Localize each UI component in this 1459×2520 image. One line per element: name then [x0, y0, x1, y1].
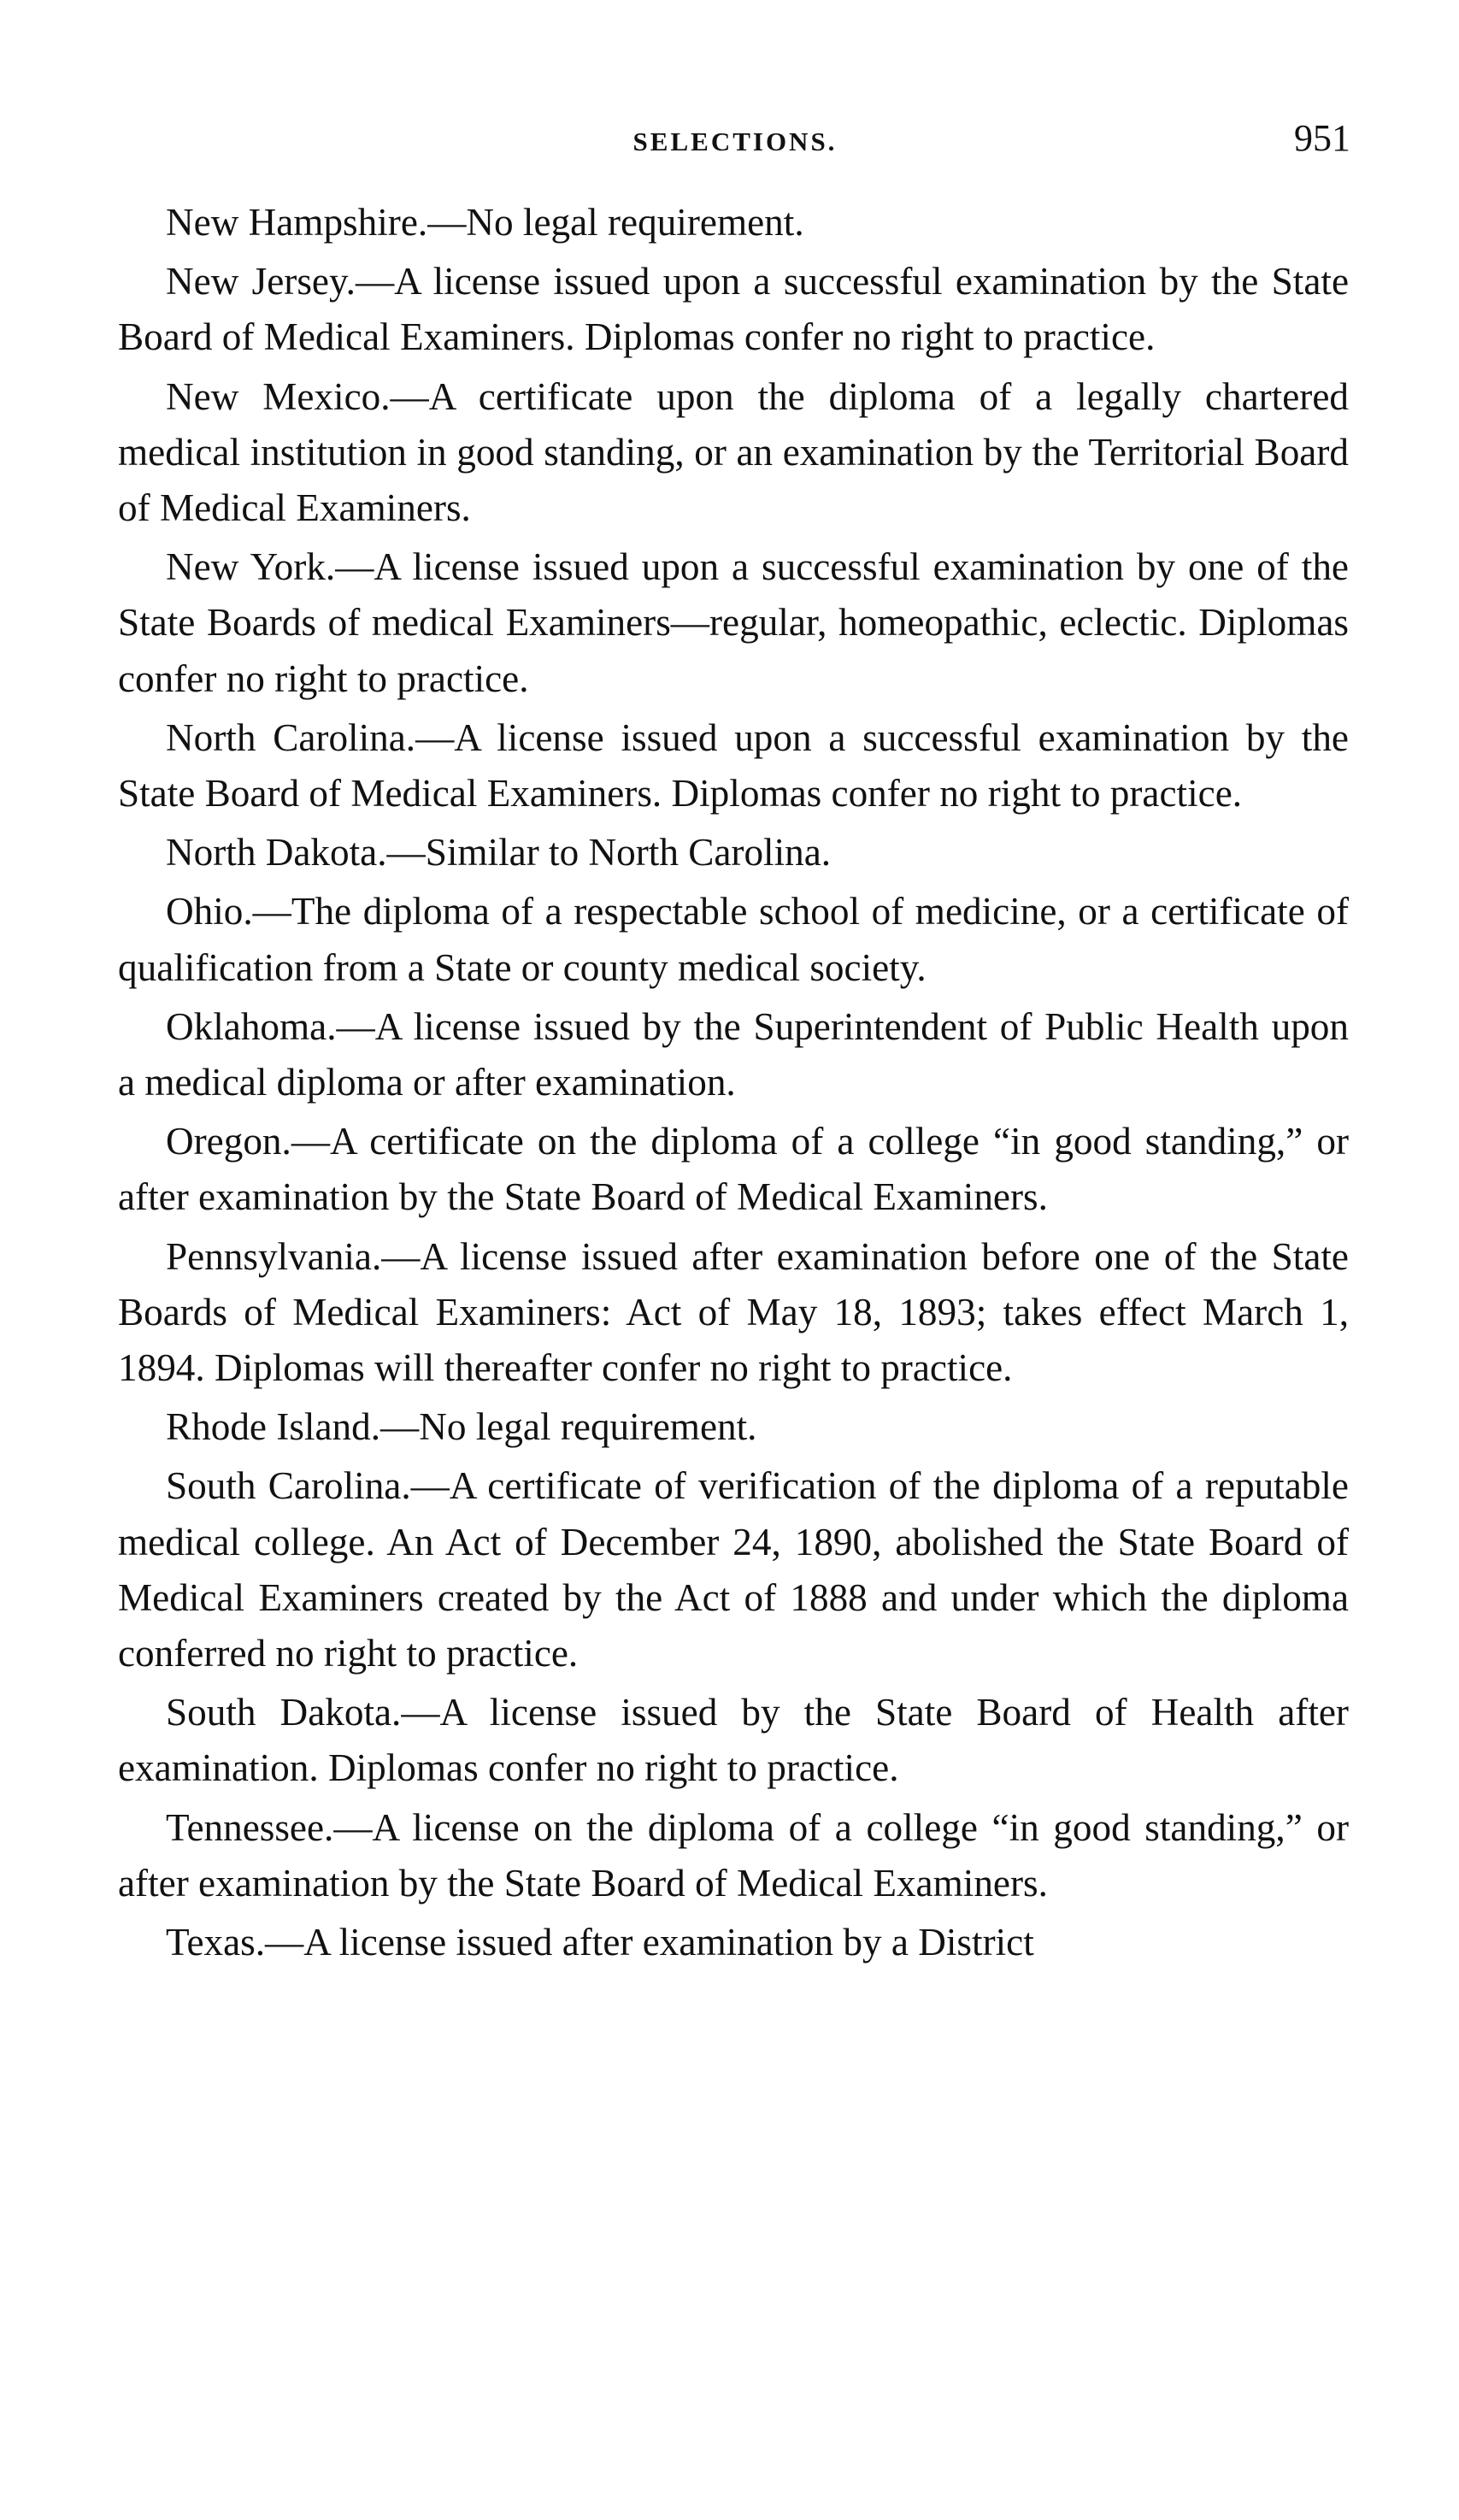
running-head [120, 111, 1350, 162]
entry-text: —A license issued upon a successful examination by the State Board of Medical Examiners. Diplomas confer no right to practice. [118, 715, 1349, 815]
entry-text: —A license issued upon a successful examination by one of the State Boards of medical Examiners—regular, homeopathic, eclectic. Diplomas confer no right to practice. [118, 545, 1349, 700]
state-name: Ohio. [166, 890, 253, 933]
entry-oregon [118, 1114, 1349, 1225]
entry-text: —A certificate of verification of the diploma of a reputable medical college. An Act of December 24, 1890, abolished the State Board of Medical Examiners created by the Act of 1888 and under which the diploma conferred no right to practice. [118, 1464, 1349, 1675]
running-title: SELECTIONS. [632, 127, 838, 156]
entry-text: —A license issued by the State Board of Health after examination. Diplomas confer no right to practice. [118, 1691, 1349, 1790]
entry-tennessee [118, 1800, 1349, 1911]
entry-south-carolina [118, 1458, 1349, 1681]
entry-ohio [118, 884, 1349, 995]
entry-north-dakota [118, 825, 1349, 880]
entry-text: —A license issued by the Superintendent of Public Health upon a medical diploma or after examination. [118, 1004, 1349, 1104]
entry-south-dakota [118, 1685, 1349, 1796]
entry-text: —No legal requirement. [427, 201, 804, 244]
entry-text: —A certificate on the diploma of a college “in good standing,” or after examination by the State Board of Medical Examiners. [118, 1120, 1349, 1219]
entry-text: —A certificate upon the diploma of a legally chartered medical institution in good standing, or an examination by the Territorial Board of Medical Examiners. [118, 374, 1349, 530]
entry-text: —No legal requirement. [380, 1405, 757, 1449]
state-name: North Carolina. [166, 715, 416, 759]
state-name: North Dakota. [166, 831, 387, 874]
entry-texas [118, 1915, 1349, 1970]
body-text [118, 195, 1349, 1974]
entry-oklahoma [118, 999, 1349, 1110]
state-name: Oklahoma. [166, 1004, 337, 1048]
entry-text: —A license issued after examination by a District [265, 1921, 1034, 1964]
state-name: South Dakota. [166, 1691, 402, 1734]
entry-text: —The diploma of a respectable school of medicine, or a certificate of qualification from a State or county medical society. [118, 890, 1349, 989]
entry-new-york [118, 539, 1349, 707]
state-name: New Jersey. [166, 260, 356, 303]
state-name: New Hampshire. [166, 201, 428, 244]
entry-text: —A license on the diploma of a college “in good standing,” or after examination by the State Board of Medical Examiners. [118, 1805, 1349, 1905]
state-name: South Carolina. [166, 1464, 411, 1508]
entry-text: —A license issued upon a successful examination by the State Board of Medical Examiners. Diplomas confer no right to practice. [118, 260, 1350, 359]
entry-north-carolina [118, 710, 1349, 821]
state-name: Oregon. [166, 1120, 291, 1163]
state-name: New Mexico. [166, 374, 391, 418]
entry-new-hampshire [118, 195, 1349, 250]
entry-new-jersey [118, 254, 1349, 365]
state-name: Texas. [166, 1921, 266, 1964]
entry-text: —Similar to North Carolina. [386, 831, 832, 874]
state-name: Rhode Island. [166, 1405, 381, 1449]
state-name: New York. [166, 545, 336, 589]
entry-new-mexico [118, 369, 1349, 537]
entry-text: —A license issued after examination before one of the State Boards of Medical Examiners: Act of May 18, 1893; takes effect March 1, 1894. Diplomas will thereafter confer no right to practice. [118, 1234, 1349, 1390]
entry-pennsylvania [118, 1229, 1349, 1397]
state-name: Tennessee. [166, 1805, 334, 1849]
page-number: 951 [1294, 117, 1350, 159]
state-name: Pennsylvania. [166, 1234, 382, 1278]
entry-rhode-island [118, 1399, 1349, 1455]
